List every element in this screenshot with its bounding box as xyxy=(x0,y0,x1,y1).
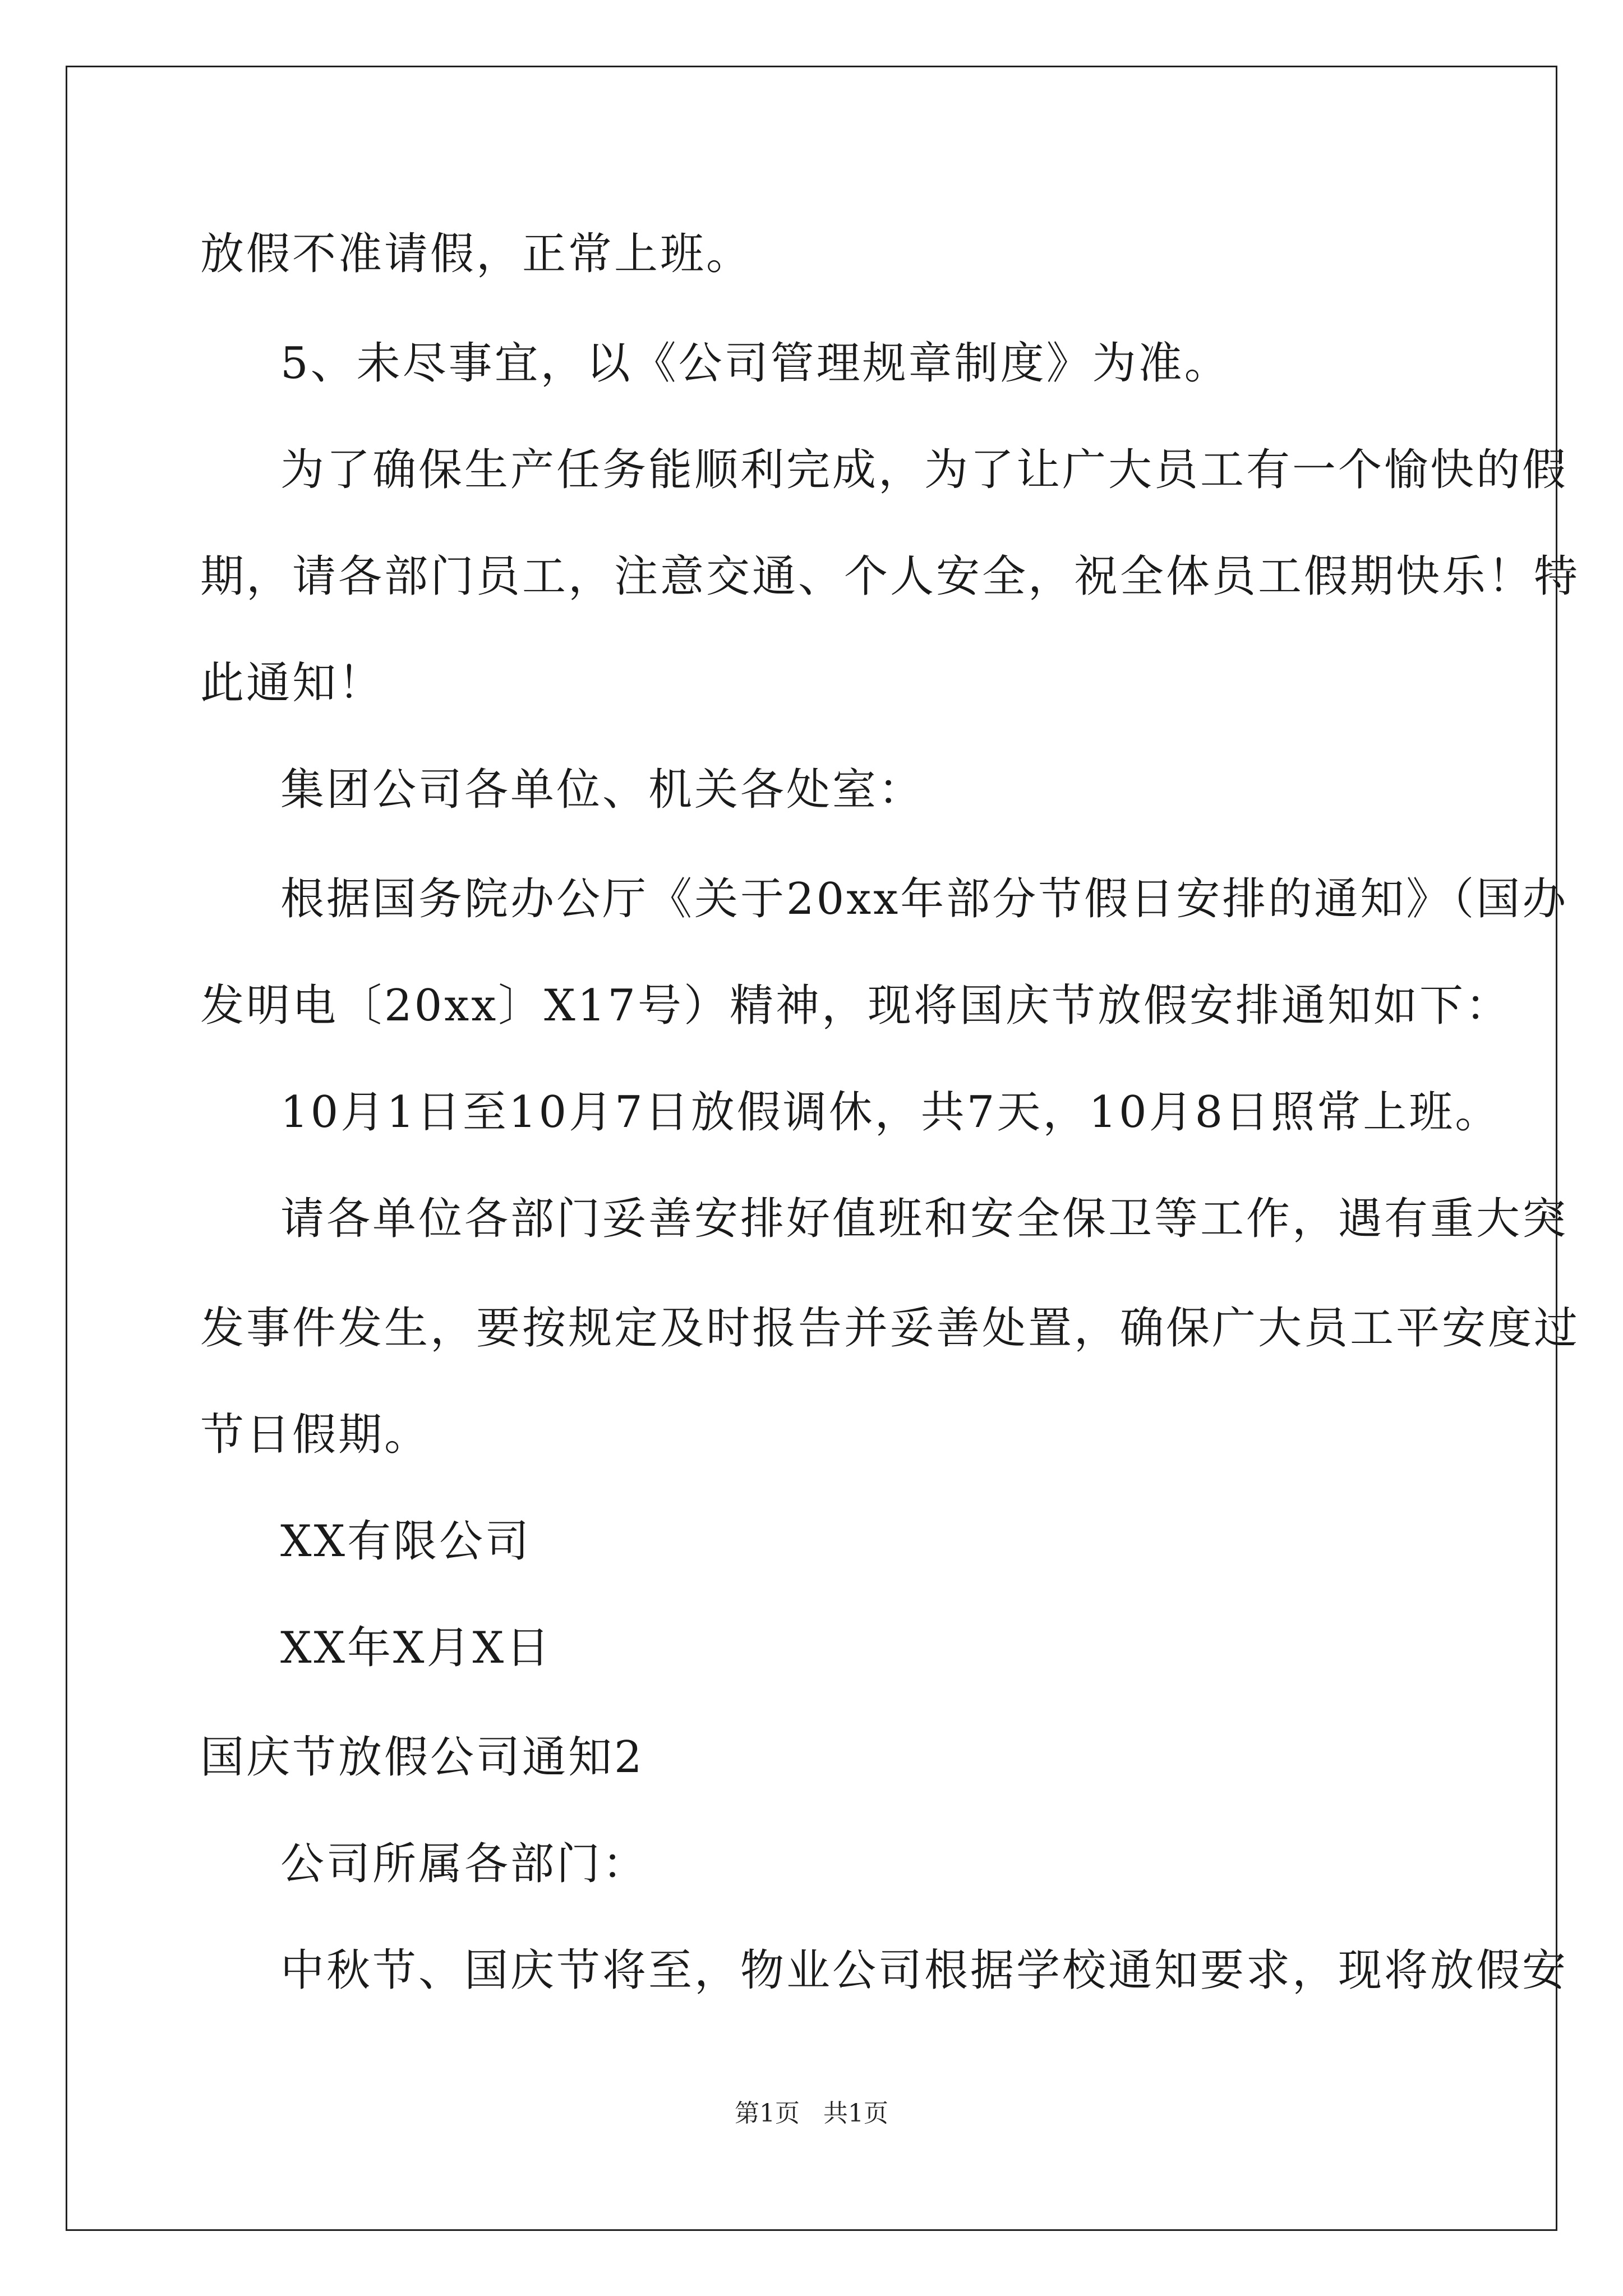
text-line-6: 集团公司各单位、机关各处室： xyxy=(280,765,925,815)
text-line-9: 10月1日至10月7日放假调休，共7天，10月8日照常上班。 xyxy=(280,1087,1501,1138)
date-line: XX年X月X日 xyxy=(280,1623,552,1673)
text-line-17: 中秋节、国庆节将至，物业公司根据学校通知要求，现将放假安 xyxy=(280,1945,1569,1996)
page-footer: 第1页 共1页 xyxy=(735,2099,888,2128)
text-line-16: 公司所属各部门： xyxy=(280,1839,649,1889)
text-line-2: 5、未尽事宜，以《公司管理规章制度》为准。 xyxy=(280,338,1230,389)
text-line-4: 期，请各部门员工，注意交通、个人安全，祝全体员工假期快乐！特 xyxy=(200,551,1580,602)
text-line-10: 请各单位各部门妥善安排好值班和安全保卫等工作，遇有重大突 xyxy=(280,1194,1569,1244)
company-name: XX有限公司 xyxy=(280,1516,532,1567)
text-line-7: 根据国务院办公厅《关于20xx年部分节假日安排的通知》（国办 xyxy=(280,874,1569,924)
notice-title-2: 国庆节放假公司通知2 xyxy=(200,1732,644,1783)
page-border xyxy=(66,66,1580,2231)
text-line-12: 节日假期。 xyxy=(200,1410,431,1460)
text-line-3: 为了确保生产任务能顺利完成，为了让广大员工有一个愉快的假 xyxy=(280,445,1569,495)
text-line-5: 此通知！ xyxy=(200,658,385,708)
text-line-11: 发事件发生，要按规定及时报告并妥善处置，确保广大员工平安度过 xyxy=(200,1303,1580,1354)
text-line-8: 发明电〔20xx〕X17号）精神，现将国庆节放假安排通知如下： xyxy=(200,981,1512,1031)
text-line-1: 放假不准请假，正常上班。 xyxy=(200,229,753,279)
